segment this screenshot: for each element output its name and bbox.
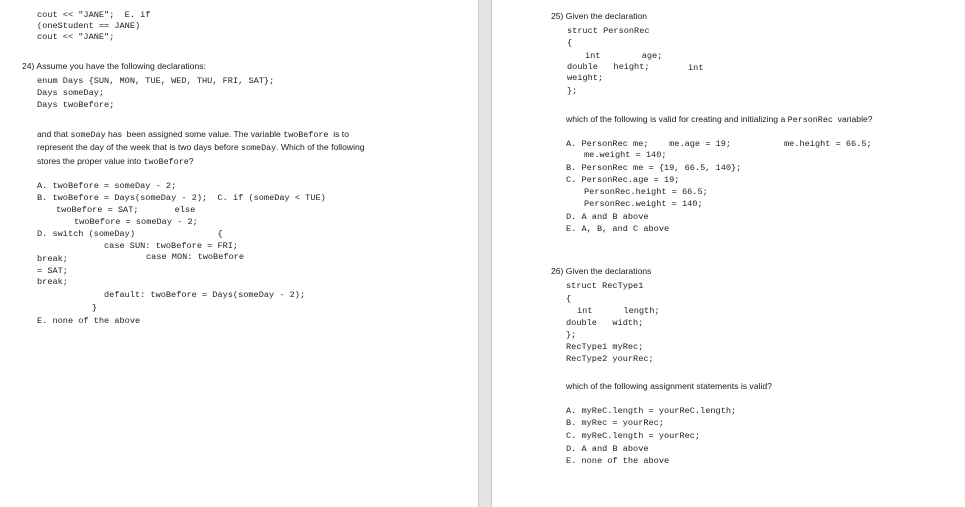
option-a: A. myReC.length = yourReC.length; [566, 406, 737, 416]
text-span: has been assigned some value. The variable [105, 129, 284, 139]
code-line: twoBefore = SAT; else [56, 205, 196, 215]
code-line: struct RecType1 [566, 281, 644, 291]
code-line: default: twoBefore = Days(someDay - 2); [104, 290, 306, 300]
text-span: ? [188, 156, 194, 166]
text-span: . Which of the following [276, 142, 365, 152]
question-25-prompt [566, 114, 873, 126]
right-page [492, 0, 965, 507]
code-line: { [566, 294, 572, 304]
text-span: and that [37, 129, 71, 139]
question-24-paragraph-line [37, 142, 365, 154]
code-line: cout << "JANE"; E. if [37, 10, 151, 20]
option-e: E. none of the above [566, 456, 670, 466]
code-span: twoBefore [283, 130, 329, 140]
code-line: PersonRec.height = 66.5; [584, 187, 708, 197]
code-line: break; [37, 277, 68, 287]
option-c: C. PersonRec.age = 19; [566, 175, 680, 185]
code-line: int length; [577, 306, 660, 316]
text-span: variable? [832, 114, 873, 124]
code-line: }; [567, 86, 578, 96]
page-gutter [478, 0, 492, 507]
code-line: weight; [567, 73, 604, 83]
option-b: B. myRec = yourRec; [566, 418, 664, 428]
code-line: (oneStudent == JANE) [37, 21, 141, 31]
option-a: A. twoBefore = someDay - 2; [37, 181, 177, 191]
code-line: RecType2 yourRec; [566, 354, 654, 364]
code-line: break; [37, 254, 68, 264]
code-span: twoBefore [143, 157, 189, 167]
option-d: D. A and B above [566, 444, 649, 454]
option-e: E. none of the above [37, 316, 141, 326]
left-page [0, 0, 478, 507]
option-d: D. A and B above [566, 212, 649, 222]
code-line: double width; [566, 318, 644, 328]
code-line: = SAT; [37, 266, 68, 276]
code-line: RecType1 myRec; [566, 342, 644, 352]
text-span: which of the following is valid for creating and initializing a [566, 114, 788, 124]
code-line: me.height = 66.5; [784, 139, 872, 149]
question-25-title: 25) Given the declaration [551, 11, 648, 21]
code-line: } [92, 303, 98, 313]
option-e: E. A, B, and C above [566, 224, 670, 234]
code-span: someDay [70, 130, 106, 140]
option-b: B. twoBefore = Days(someDay - 2); C. if (someDay < TUE) [37, 193, 326, 203]
code-line: case SUN: twoBefore = FRI; [104, 241, 239, 251]
code-line: { [567, 38, 573, 48]
question-24-paragraph-line [37, 156, 194, 168]
code-line: struct PersonRec [567, 26, 650, 36]
question-26-title: 26) Given the declarations [551, 266, 652, 276]
text-span: is to [328, 129, 349, 139]
code-line: cout << "JANE"; [37, 32, 115, 42]
code-line: Days twoBefore; [37, 100, 115, 110]
code-line: case MON: twoBefore [146, 252, 244, 262]
option-d: D. switch (someDay) { [37, 229, 223, 239]
option-a: A. PersonRec me; me.age = 19; [566, 139, 732, 149]
code-line: int age; [585, 51, 663, 61]
code-line: int [688, 63, 704, 73]
code-line: Days someDay; [37, 88, 105, 98]
text-span: stores the proper value into [37, 156, 144, 166]
code-line: enum Days {SUN, MON, TUE, WED, THU, FRI, SAT}; [37, 76, 275, 86]
code-line: }; [566, 330, 577, 340]
option-c: C. myReC.length = yourRec; [566, 431, 701, 441]
question-24-paragraph-line [37, 129, 349, 141]
option-b: B. PersonRec me = {19, 66.5, 140}; [566, 163, 742, 173]
code-span: someDay [240, 143, 277, 153]
code-line: me.weight = 140; [584, 150, 667, 160]
text-span: represent the day of the week that is two days before [37, 142, 241, 152]
code-line: PersonRec.weight = 140; [584, 199, 703, 209]
question-26-prompt: which of the following assignment statements is valid? [566, 381, 772, 391]
code-line: twoBefore = someDay - 2; [74, 217, 198, 227]
code-line: double height; [567, 62, 650, 72]
question-24-title: 24) Assume you have the following declarations: [22, 61, 206, 71]
code-span: PersonRec [787, 115, 833, 125]
